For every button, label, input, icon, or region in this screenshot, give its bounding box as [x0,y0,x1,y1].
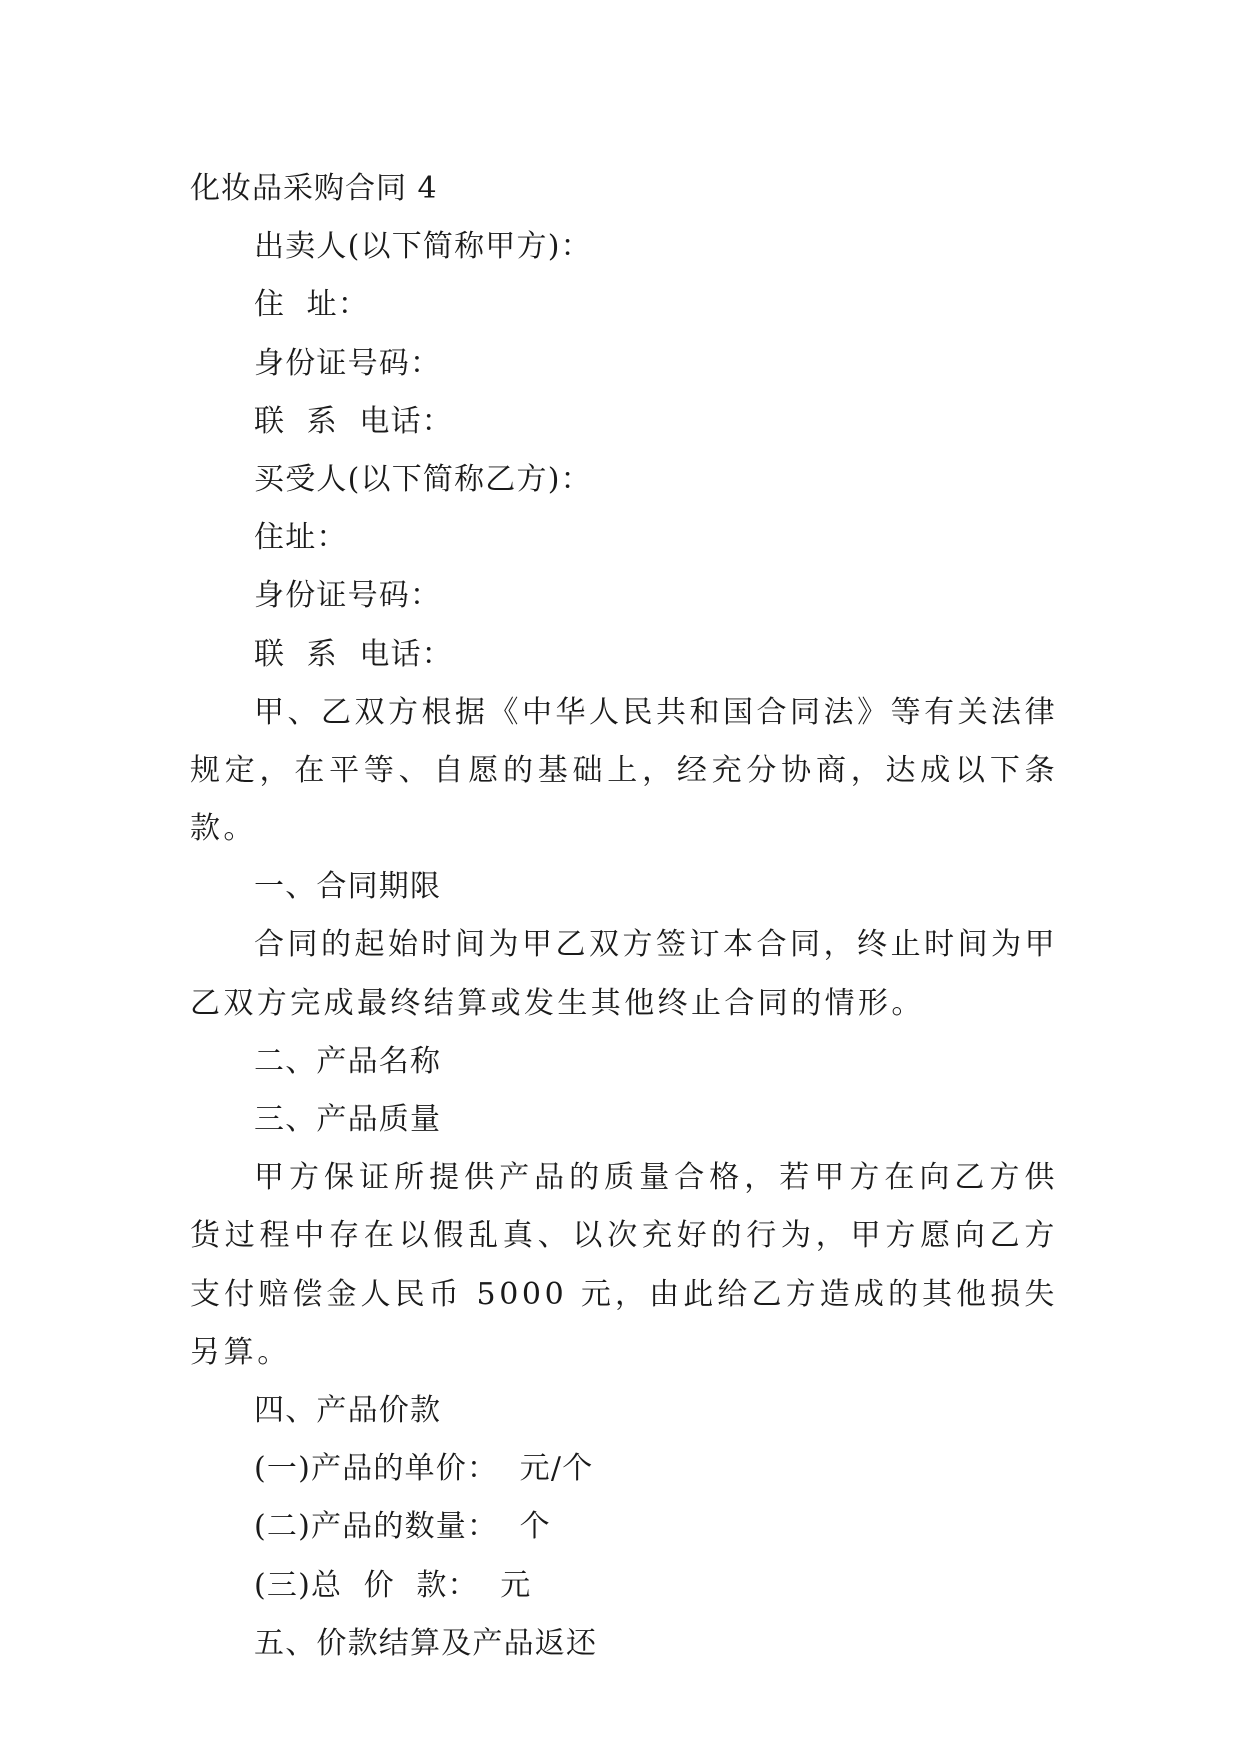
buyer-heading: 买受人(以下简称乙方)： [254,461,592,497]
seller-heading: 出卖人(以下简称甲方)： [254,229,592,265]
section-4-title: 四、产品价款 [254,1393,442,1429]
section-2-title: 二、产品名称 [254,1043,442,1079]
section-1-text: 合同的起始时间为甲乙双方签订本合同，终止时间为甲乙双方完成最终结算或发生其他终止合同的情形。 [190,927,1058,1021]
seller-id-number: 身份证号码： [254,345,442,381]
section-3-title: 三、产品质量 [254,1102,442,1138]
seller-phone: 联 系 电话： [254,403,453,439]
document-title: 化妆品采购合同 4 [190,171,438,206]
section-4-item-unit-price: (一)产品的单价： 元/个 [254,1451,594,1487]
buyer-id-number: 身份证号码： [254,578,442,614]
seller-address: 住 址： [254,287,370,323]
intro-paragraph: 甲、乙双方根据《中华人民共和国合同法》等有关法律规定，在平等、自愿的基础上，经充分协商，达成以下条款。 [190,694,1058,847]
buyer-address: 住址： [254,520,348,556]
section-4-item-total: (三)总 价 款： 元 [254,1567,532,1603]
section-3-text: 甲方保证所提供产品的质量合格，若甲方在向乙方供货过程中存在以假乱真、以次充好的行为，甲方愿向乙方支付赔偿金人民币 5000 元，由此给乙方造成的其他损失另算。 [190,1160,1058,1370]
buyer-phone: 联 系 电话： [254,636,453,672]
section-5-title: 五、价款结算及产品返还 [254,1625,598,1661]
document-body [190,160,1058,1673]
section-1-title: 一、合同期限 [254,869,442,905]
section-4-item-quantity: (二)产品的数量： 个 [254,1509,551,1545]
